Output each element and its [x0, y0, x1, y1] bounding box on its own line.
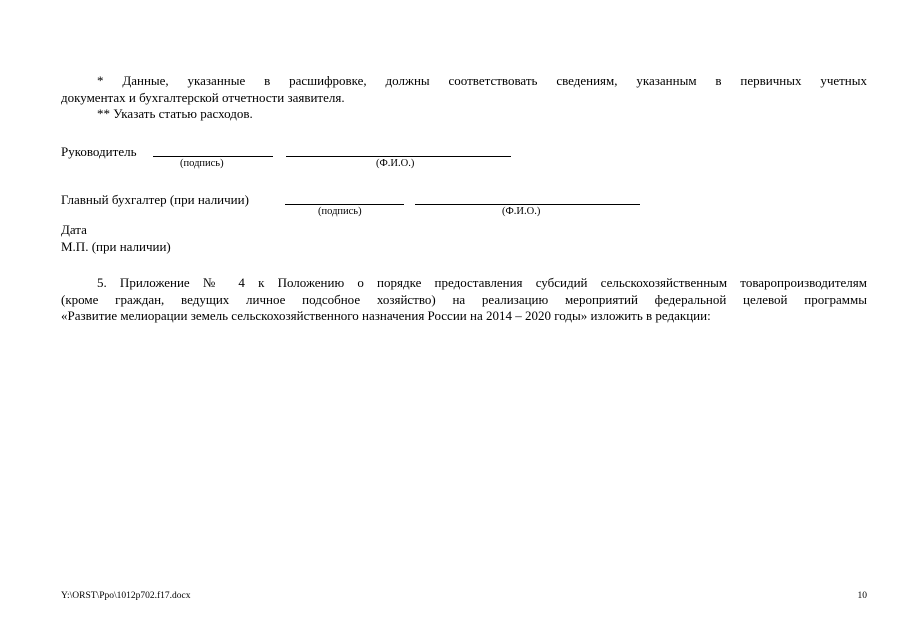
- footnote-2: ** Указать статью расходов.: [97, 106, 253, 121]
- accountant-name-line: [415, 204, 640, 205]
- head-signature-caption: (подпись): [180, 158, 224, 169]
- paragraph-5: [61, 275, 867, 325]
- date-label: Дата: [61, 222, 87, 237]
- footer-file-path: Y:\ORST\Ppo\1012p702.f17.docx: [61, 591, 191, 601]
- footnote-1-line-1: * Данные, указанные в расшифровке, должны соответствовать сведениям, указанным в первичных учетных: [97, 73, 867, 88]
- footnote-1: [61, 73, 867, 106]
- paragraph-5-line-1: 5. Приложение № 4 к Положению о порядке предоставления субсидий сельскохозяйственным товаропроизводителям: [97, 275, 867, 290]
- paragraph-5-line-3: «Развитие мелиорации земель сельскохозяйственного назначения России на 2014 – 2020 годы» изложить в редакции:: [61, 308, 711, 323]
- accountant-label: Главный бухгалтер (при наличии): [61, 192, 249, 207]
- head-name-caption: (Ф.И.О.): [376, 158, 415, 169]
- head-signature-line: [153, 156, 273, 157]
- head-name-line: [286, 156, 511, 157]
- stamp-label: М.П. (при наличии): [61, 239, 171, 254]
- accountant-signature-line: [285, 204, 404, 205]
- footnote-1-line-2: документах и бухгалтерской отчетности заявителя.: [61, 89, 345, 105]
- accountant-name-caption: (Ф.И.О.): [502, 206, 541, 217]
- head-label: Руководитель: [61, 144, 137, 159]
- footer-page-number: 10: [857, 591, 867, 601]
- accountant-signature-caption: (подпись): [318, 206, 362, 217]
- paragraph-5-line-2: (кроме граждан, ведущих личное подсобное хозяйство) на реализацию мероприятий федеральной целевой программы: [61, 291, 867, 307]
